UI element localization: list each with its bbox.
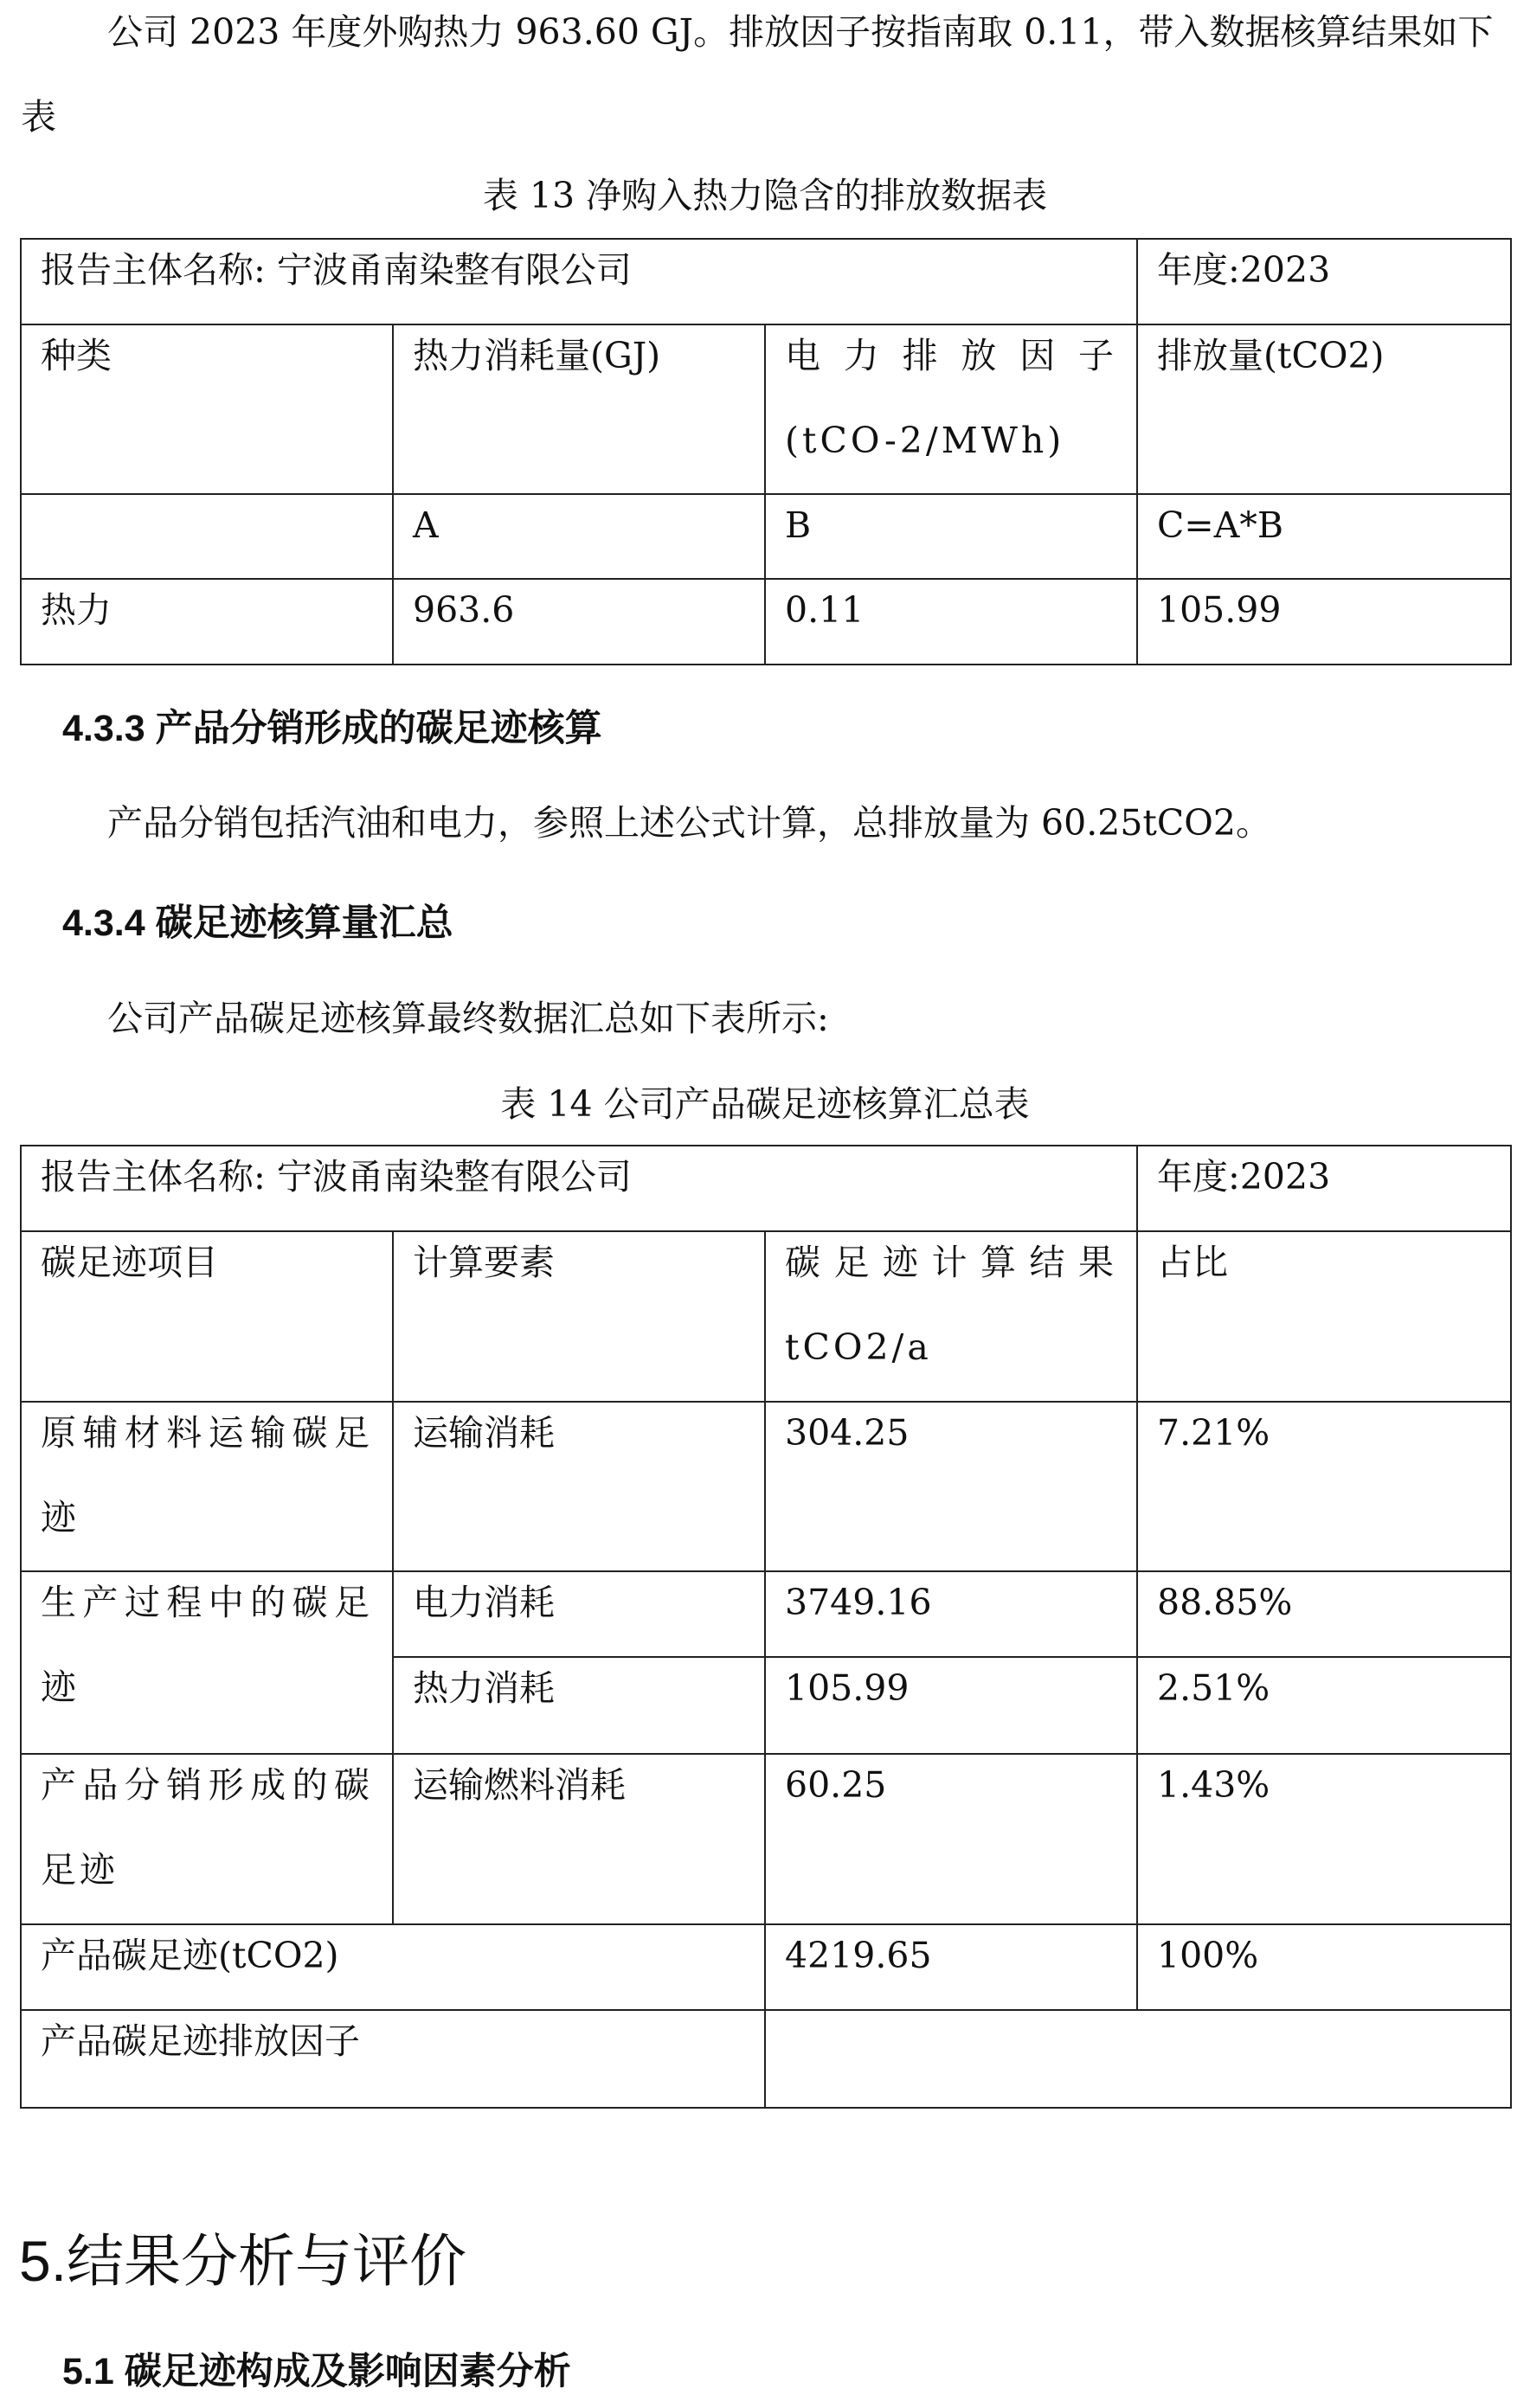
table14-result-cell: 3749.16 xyxy=(765,1571,1137,1657)
section-434-heading: 4.3.4 碳足迹核算量汇总 xyxy=(62,902,453,944)
table14-element-cell: 电力消耗 xyxy=(393,1571,765,1657)
table14-result-cell: 304.25 xyxy=(765,1402,1137,1571)
table14-total-result: 4219.65 xyxy=(765,1924,1137,2010)
table13-cell: 105.99 xyxy=(1137,579,1511,665)
intro-paragraph: 公司 2023 年度外购热力 963.60 GJ。排放因子按指南取 0.11，带入数据核算结果如下表 xyxy=(21,11,1494,138)
table14-caption: 表 14 公司产品碳足迹核算汇总表 xyxy=(500,1083,1030,1125)
table13-year-cell: 年度:2023 xyxy=(1137,239,1511,324)
table14-header-cell: 碳足迹计算结果 tCO2/a xyxy=(765,1231,1137,1402)
table13-header-row xyxy=(21,324,1511,494)
chapter5-heading: 5.结果分析与评价 xyxy=(19,2229,467,2293)
table13-cell: 热力 xyxy=(21,579,393,665)
section-433-body: 产品分销包括汽油和电力，参照上述公式计算，总排放量为 60.25tCO2。 xyxy=(107,802,1271,844)
table14-item-cell: 生产过程中的碳足迹 xyxy=(21,1571,393,1754)
table14-factor-label: 产品碳足迹排放因子 xyxy=(21,2010,765,2108)
table13-header-cell: 排放量(tCO2) xyxy=(1137,324,1511,494)
table14-factor-value xyxy=(765,2010,1511,2108)
table14-total-share: 100% xyxy=(1137,1924,1511,2010)
table-row xyxy=(21,1571,1511,1657)
table14-item-cell: 产品分销形成的碳足迹 xyxy=(21,1754,393,1924)
table13-cell: 963.6 xyxy=(393,579,765,665)
section-434-body: 公司产品碳足迹核算最终数据汇总如下表所示: xyxy=(107,998,829,1039)
table14-year-cell: 年度:2023 xyxy=(1137,1146,1511,1231)
section-51-heading: 5.1 碳足迹构成及影响因素分析 xyxy=(62,2351,571,2392)
table14-element-cell: 热力消耗 xyxy=(393,1657,765,1754)
table13-formula-row xyxy=(21,494,1511,579)
table13-cell: B xyxy=(765,494,1137,579)
table14-header-cell: 占比 xyxy=(1137,1231,1511,1402)
table14-share-cell: 1.43% xyxy=(1137,1754,1511,1924)
table14-total-label: 产品碳足迹(tCO2) xyxy=(21,1924,765,2010)
table14 xyxy=(20,1145,1512,2109)
table14-item-cell: 原辅材料运输碳足迹 xyxy=(21,1402,393,1571)
table13-header-cell: 电 力 排 放 因 子 (tCO-2/MWh) xyxy=(765,324,1137,494)
table14-header-cell: 计算要素 xyxy=(393,1231,765,1402)
table14-share-cell: 2.51% xyxy=(1137,1657,1511,1754)
table13-cell: 0.11 xyxy=(765,579,1137,665)
table14-entity-row xyxy=(21,1146,1511,1231)
table13-data-row xyxy=(21,579,1511,665)
table-row xyxy=(21,1754,1511,1924)
table13-header-cell: 种类 xyxy=(21,324,393,494)
table14-total-row xyxy=(21,1924,1511,2010)
table13-cell: C=A*B xyxy=(1137,494,1511,579)
table13 xyxy=(20,238,1512,665)
table14-header-row xyxy=(21,1231,1511,1402)
table13-caption: 表 13 净购入热力隐含的排放数据表 xyxy=(482,175,1048,216)
table13-entity-row xyxy=(21,239,1511,324)
table14-factor-row xyxy=(21,2010,1511,2108)
table14-result-cell: 105.99 xyxy=(765,1657,1137,1754)
section-433-heading: 4.3.3 产品分销形成的碳足迹核算 xyxy=(62,708,602,749)
table14-share-cell: 88.85% xyxy=(1137,1571,1511,1657)
table13-cell: A xyxy=(393,494,765,579)
table14-element-cell: 运输消耗 xyxy=(393,1402,765,1571)
table13-header-cell: 热力消耗量(GJ) xyxy=(393,324,765,494)
table13-cell xyxy=(21,494,393,579)
table14-element-cell: 运输燃料消耗 xyxy=(393,1754,765,1924)
table14-share-cell: 7.21% xyxy=(1137,1402,1511,1571)
table14-header-cell: 碳足迹项目 xyxy=(21,1231,393,1402)
table14-result-cell: 60.25 xyxy=(765,1754,1137,1924)
table-row xyxy=(21,1402,1511,1571)
table14-entity-cell: 报告主体名称: 宁波甬南染整有限公司 xyxy=(21,1146,1137,1231)
table13-entity-cell: 报告主体名称: 宁波甬南染整有限公司 xyxy=(21,239,1137,324)
